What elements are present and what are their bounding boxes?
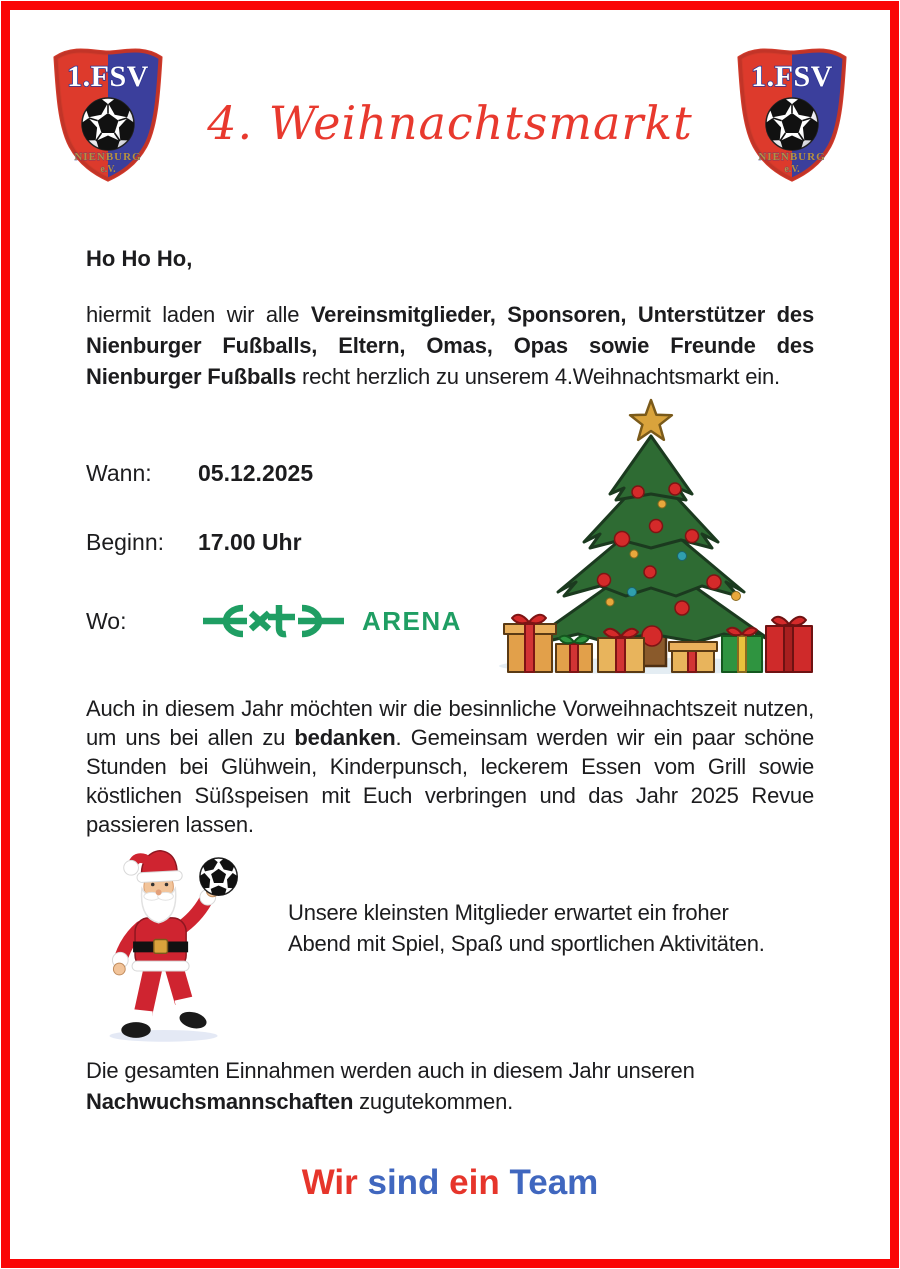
- exte-wordmark-logo: [198, 598, 348, 644]
- salutation: Ho Ho Ho,: [86, 246, 193, 271]
- detail-row-where: [86, 598, 486, 644]
- crest-suffix: e.V.: [100, 164, 116, 175]
- tree-branches: [532, 436, 770, 642]
- crest-city-name: NIENBURG: [758, 151, 826, 163]
- arena-logo-group: [198, 598, 462, 644]
- santa-paragraph: Unsere kleinsten Mitglieder erwartet ein froher Abend mit Spiel, Spaß und sportlichen Aktivitäten.: [288, 900, 765, 956]
- team-slogan: Wir sind ein Team: [301, 1163, 599, 1202]
- when-label: Wann:: [86, 460, 152, 486]
- detail-row-when: [86, 460, 486, 487]
- santa-section: [86, 841, 814, 1043]
- when-value: 05.12.2025: [198, 460, 314, 486]
- begin-value: 17.00 Uhr: [198, 529, 302, 555]
- crest-club-name: 1.FSV: [67, 60, 149, 93]
- event-details-section: [86, 396, 814, 686]
- club-crest-left: [46, 38, 170, 186]
- christmas-tree-image: [486, 396, 818, 676]
- flyer-header: [46, 38, 854, 190]
- detail-row-begin: [86, 529, 486, 556]
- arena-label: ARENA: [362, 605, 462, 636]
- intro-paragraph: hiermit laden wir alle Vereinsmitglieder, Sponsoren, Unterstützer des Nienburger Fußballs, Eltern, Omas, Opas sowie Freunde des Nienburger Fußballs recht herzlich zu unserem 4.Weihnachtsmarkt ein.: [86, 302, 814, 389]
- event-details: [86, 396, 486, 686]
- where-label: Wo:: [86, 607, 127, 634]
- club-crest-right: [730, 38, 854, 186]
- closing-paragraph: Die gesamten Einnahmen werden auch in diesem Jahr unseren Nachwuchsmannschaften zugutekommen.: [86, 1058, 695, 1114]
- crest-city-name: NIENBURG: [74, 151, 142, 163]
- crest-club-name: 1.FSV: [751, 60, 833, 93]
- body-paragraph: Auch in diesem Jahr möchten wir die besinnliche Vorweihnachtszeit nutzen, um uns bei allen zu bedanken. Gemeinsam werden wir ein paar schöne Stunden bei Glühwein, Kinderpunsch, leckerem Essen vom Grill sowie köstlichen Süßspeisen mit Euch verbringen und das Jahr 2025 Revue passieren lassen.: [86, 696, 814, 837]
- begin-label: Beginn:: [86, 529, 165, 555]
- santa-soccer-image: [80, 841, 252, 1043]
- page-title: 4. Weihnachtsmarkt: [207, 96, 693, 150]
- tree-star: [630, 400, 672, 440]
- crest-suffix: e.V.: [784, 164, 800, 175]
